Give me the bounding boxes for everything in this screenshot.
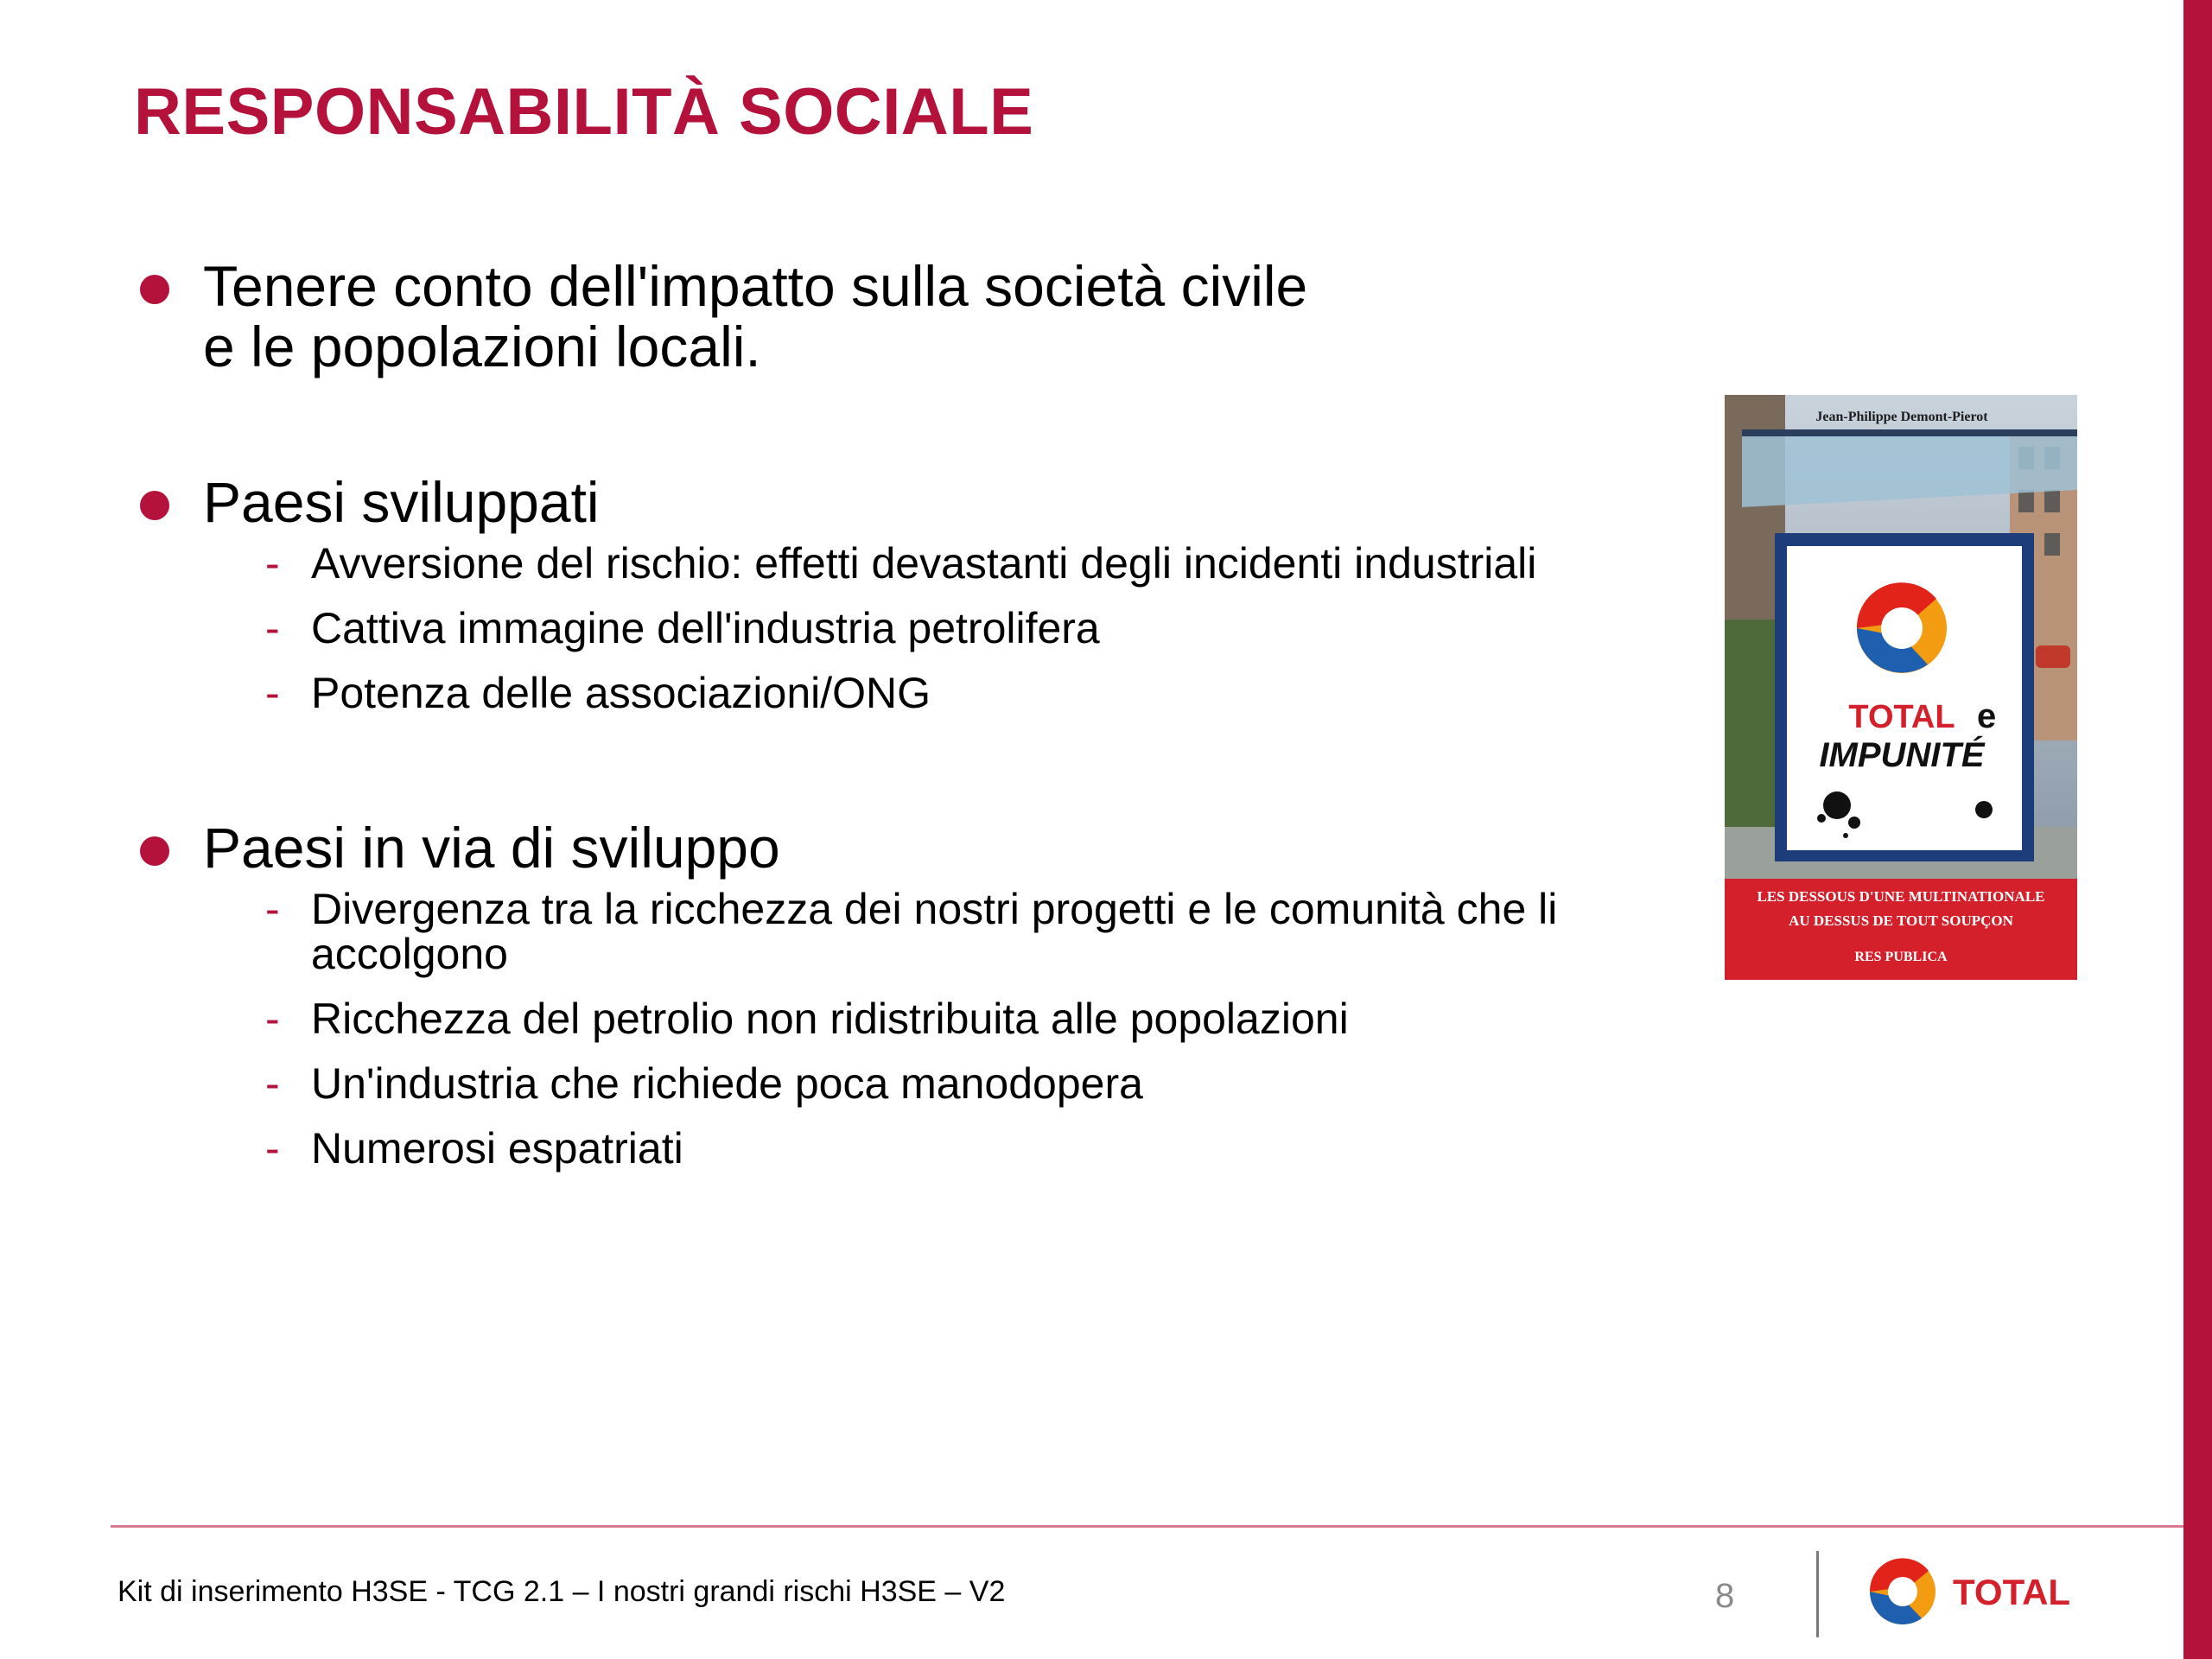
bullet-item-developing [134,817,1603,1171]
book-tagline-1: LES DESSOUS D'UNE MULTINATIONALE [1757,888,2045,905]
bullet-text: Paesi in via di sviluppo [203,816,780,880]
sub-item [203,671,1603,715]
dash-marker: - [265,1059,280,1108]
slide-title: RESPONSABILITÀ SOCIALE [134,75,1034,149]
footer-divider [111,1525,2183,1528]
sub-item-text: Potenza delle associazioni/ONG [311,669,931,717]
book-graffiti-text: IMPUNITÉ [1819,736,1985,774]
dash-marker: - [265,539,280,588]
sub-item [203,1126,1603,1171]
dash-marker: - [265,604,280,652]
total-logo-icon [1870,1558,1936,1624]
book-tagline-2: AU DESSUS DE TOUT SOUPÇON [1789,912,2013,929]
bullet-text-line2: e le popolazioni locali. [203,315,761,378]
sub-item [203,541,1603,586]
bullet-dot [140,836,169,866]
dash-marker: - [265,1124,280,1173]
total-logo-text: TOTAL [1953,1572,2071,1612]
book-cover-image [1725,395,2077,980]
right-accent-bar [2183,0,2212,1659]
book-publisher: RES PUBLICA [1854,950,1948,964]
bullet-item-impact [134,256,1603,377]
sub-list-developing [203,887,1603,1171]
bullet-text-line1: Tenere conto dell'impatto sulla società civile [203,254,1308,318]
bullet-list [134,256,1603,1191]
bullet-item-developed [134,472,1603,715]
footer-text: Kit di inserimento H3SE - TCG 2.1 – I nostri grandi rischi H3SE – V2 [118,1575,1006,1608]
sub-item [203,887,1603,976]
parked-car [2036,645,2070,668]
sub-item-text: Cattiva immagine dell'industria petrolifera [311,604,1100,652]
sub-item-text: Divergenza tra la ricchezza dei nostri progetti e le comunità che li accolgono [311,885,1558,978]
sub-item [203,996,1603,1041]
dash-marker: - [265,885,280,933]
sub-item [203,1061,1603,1106]
sub-list-developed [203,541,1603,715]
total-logo-icon [1857,582,1947,673]
sub-item-text: Ricchezza del petrolio non ridistribuita alle popolazioni [311,995,1349,1043]
bullet-dot [140,491,169,520]
total-footer-logo [1866,1553,2100,1630]
book-brand-text: TOTAL [1848,699,1955,735]
sub-item-text: Numerosi espatriati [311,1124,683,1173]
footer-separator [1816,1551,1819,1637]
bullet-text: Paesi sviluppati [203,470,600,534]
page-number: 8 [1715,1577,1735,1615]
dash-marker: - [265,669,280,717]
book-author: Jean-Philippe Demont-Pierot [1815,410,1988,424]
book-brand-suffix: e [1977,697,1997,735]
dash-marker: - [265,995,280,1043]
sub-item-text: Avversione del rischio: effetti devastanti degli incidenti industriali [311,539,1537,588]
sub-item-text: Un'industria che richiede poca manodopera [311,1059,1143,1108]
sub-item [203,606,1603,651]
bullet-dot [140,275,169,304]
